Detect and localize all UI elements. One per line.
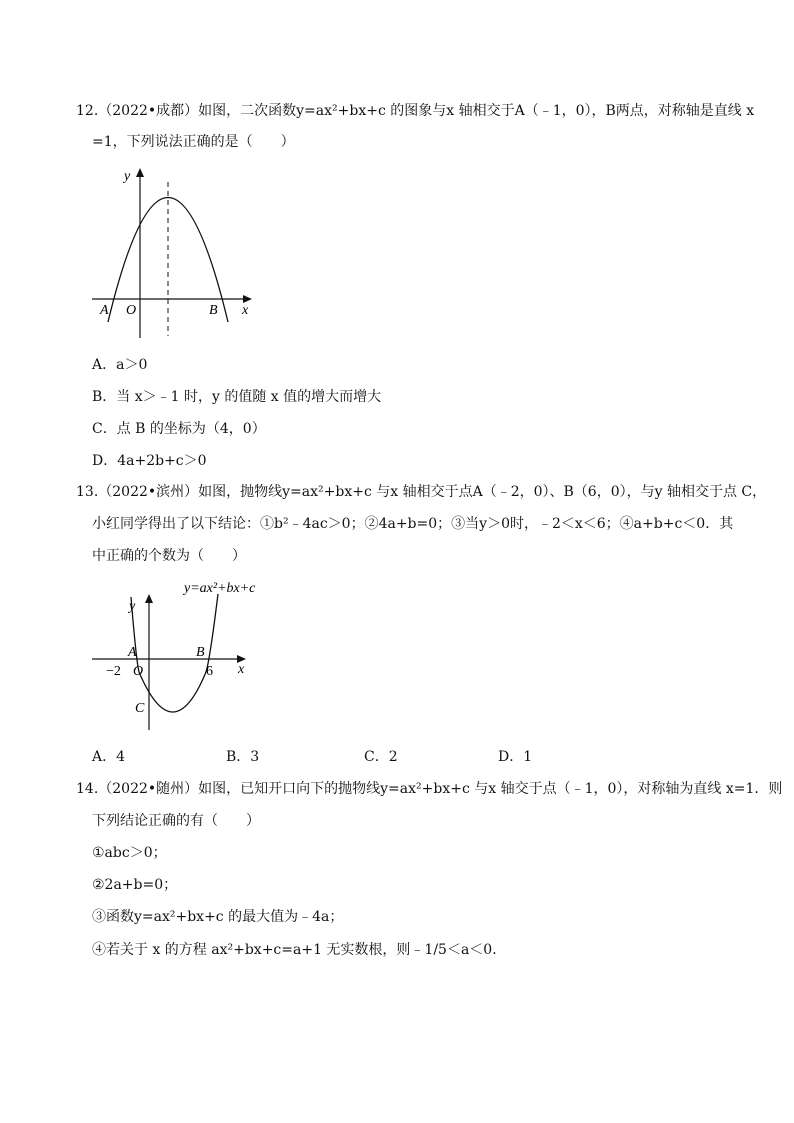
q13-line-3: 中正确的个数为（ ） <box>92 548 246 564</box>
q12-y-arrow <box>136 168 144 177</box>
q14-item-3: ③函数y=ax²+bx+c 的最大值为﹣4a； <box>92 909 344 925</box>
q14-line-2: 下列结论正确的有（ ） <box>92 813 260 829</box>
q13-line-1: 13.（2022•滨州）如图，抛物线y=ax²+bx+c 与x 轴相交于点A（﹣2，0）、B（6，0），与y 轴相交于点 C， <box>76 484 767 500</box>
q13-figure <box>88 572 288 742</box>
q14-item-4: ④若关于 x 的方程 ax²+bx+c=a+1 无实数根，则﹣1/5＜a＜0． <box>92 942 507 958</box>
q13-option-a: A．4 <box>92 749 126 765</box>
q13-label-B: B <box>196 645 205 660</box>
q13-option-b: B．3 <box>226 749 260 765</box>
q12-option-b: B．当 x＞﹣1 时，y 的值随 x 值的增大而增大 <box>92 389 382 405</box>
q13-label-minus2: −2 <box>106 664 121 679</box>
q12-option-a: A．a＞0 <box>92 357 148 373</box>
q12-figure <box>88 160 268 345</box>
q12-label-B: B <box>209 303 218 318</box>
q13-parabola <box>131 594 218 712</box>
q12-option-d: D．4a+2b+c＞0 <box>92 453 207 469</box>
q13-label-x: x <box>238 662 245 677</box>
q13-label-C: C <box>135 701 145 716</box>
q13-formula: y=ax²+bx+c <box>184 581 256 596</box>
q13-label-A: A <box>128 645 137 660</box>
q13-label-O: O <box>133 664 144 679</box>
q12-line-1: 12.（2022•成都）如图，二次函数y=ax²+bx+c 的图象与x 轴相交于A（﹣1，0），B两点，对称轴是直线 x <box>76 103 755 119</box>
q12-x-arrow <box>243 295 252 303</box>
q13-line-2: 小红同学得出了以下结论：①b²﹣4ac＞0；②4a+b=0；③当y＞0时，﹣2＜x＜6；④a+b+c＜0．其 <box>92 516 734 532</box>
q14-item-1: ①abc＞0； <box>92 845 167 861</box>
q12-label-O: O <box>126 303 137 318</box>
q13-label-six: 6 <box>206 664 213 679</box>
q14-line-1: 14.（2022•随州）如图，已知开口向下的抛物线y=ax²+bx+c 与x 轴交于点（﹣1，0），对称轴为直线 x=1．则 <box>76 781 783 797</box>
q12-label-y: y <box>124 169 131 184</box>
q13-option-c: C．2 <box>364 749 398 765</box>
q14-item-2: ②2a+b=0； <box>92 877 178 893</box>
q12-label-x: x <box>242 303 249 318</box>
q13-y-arrow <box>145 594 153 603</box>
q12-label-A: A <box>100 303 109 318</box>
q12-line-2: =1，下列说法正确的是（ ） <box>92 134 295 150</box>
q12-option-c: C．点 B 的坐标为（4，0） <box>92 421 266 437</box>
q13-label-y: y <box>129 599 136 614</box>
q13-option-d: D．1 <box>498 749 533 765</box>
